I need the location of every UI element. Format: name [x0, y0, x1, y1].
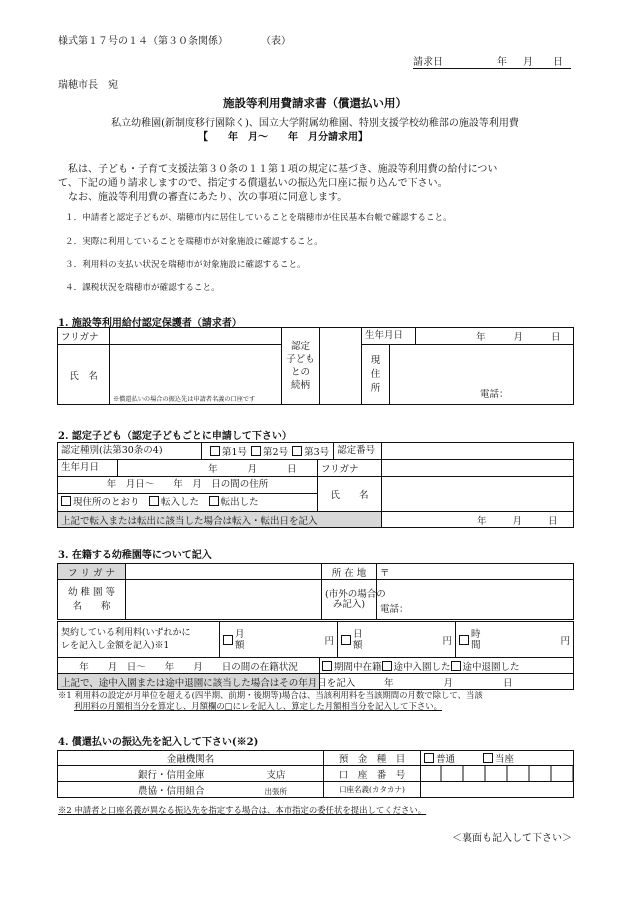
account-number-field[interactable] — [421, 766, 574, 782]
child-table: 認定種別(法第30条の4) 第1号 第2号 第3号 認定番号 生年月日 年 月 日 フリガナ 年 月日～ 年 月 日の間の住所 現住所のとおり 転入した 転出した 氏 名 上記で転入または転出に該当した場合は転入・転出日を記入 年 月 日 — [57, 442, 574, 528]
consent-item: １．申請者と認定子どもが、瑞穂市内に居住していることを瑞穂市が住民基本台帳で確認すること。 — [65, 213, 452, 223]
section-2-title: 2. 認定子ども（認定子どもごとに申請して下さい） — [58, 431, 292, 442]
daily-fee[interactable]: 日 額 円 — [338, 622, 456, 658]
school-table: フ リ ガ ナ 所 在 地 〒 幼 稚 園 等 名 称 (市外の場合の み記入) 電話： — [57, 563, 574, 620]
furigana-label: フリガナ — [58, 328, 110, 345]
section-3-title: 3. 在籍する幼稚園等について記入 — [58, 550, 212, 561]
form-number: 様式第１７号の１４（第３０条関係） （表） — [58, 36, 291, 47]
consent-item: ３．利用料の支払い状況を瑞穂市が対象施設に確認すること。 — [65, 260, 306, 270]
furigana-field[interactable] — [110, 328, 282, 345]
relation-label: 認定 子ども との 続柄 — [282, 328, 320, 405]
relation-field[interactable] — [320, 328, 362, 405]
location-field[interactable]: 〒 — [377, 564, 574, 580]
name-field[interactable]: ※償還払いの場合の振込先は申請者名義の口座です — [110, 345, 282, 405]
subtitle: 私立幼稚園(新制度移行園除く)、国立大学附属幼稚園、特別支援学校幼稚部の施設等利用費 — [111, 118, 519, 129]
request-date[interactable]: 請求日 年 月 日 — [413, 53, 571, 69]
enroll-table: 年 月 日～ 年 月 日の間の在籍状況 期間中在籍 途中入園した 途中退園した 上記で、途中入園または途中退園に該当した場合はその年月日を記入 年 月 日 — [57, 657, 574, 690]
name-label: 氏 名 — [58, 345, 110, 405]
hourly-fee[interactable]: 時 間 円 — [456, 622, 574, 658]
school-furigana-field[interactable] — [126, 564, 322, 580]
move-note: 上記で転入または転出に該当した場合は転入・転出日を記入 — [58, 512, 382, 528]
consent-item: ２．実際に利用していることを瑞穂市が対象施設に確認すること。 — [65, 237, 323, 247]
account-name-field[interactable] — [421, 782, 574, 798]
guardian-table: フリガナ 認定 子ども との 続柄 生年月日 年 月 日 氏 名 ※償還払いの場合の振込先は申請者名義の口座です 現 住 所 電話： — [57, 327, 574, 405]
address-label: 現 住 所 — [362, 345, 390, 405]
child-name-field[interactable] — [382, 477, 574, 512]
fee-table: 契約している利用料(いずれかに レを記入し金額を記入)※1 月 額 円 日 額 円 時 間 円 — [57, 621, 574, 658]
back-note: ＜裏面も記入して下さい＞ — [452, 833, 572, 844]
birth-label: 生年月日 — [362, 328, 416, 344]
note-2: ※2 申請者と口座名義が異なる振込先を指定する場合は、本市指定の委任状を提出してください。 — [58, 805, 427, 815]
intro-text: 私は、子ども・子育て支援法第３０条の１１第１項の規定に基づき、施設等利用費の給付につい て、下記の通り請求しますので、指定する償還払いの振込先口座に振り込んで下さい。 なお、施設等利用費の審査にあたり、次の事項に同意します。 — [58, 164, 498, 203]
section-4-title: 4. 償還払いの振込先を記入して下さい(※2) — [58, 737, 259, 748]
school-name-field[interactable] — [126, 580, 322, 620]
child-furigana-field[interactable] — [382, 460, 574, 477]
checkbox[interactable] — [292, 446, 302, 456]
address-field[interactable]: 電話： — [390, 345, 574, 405]
bank-table: 金融機関名 預 金 種 目 普通 当座 銀行・信用金庫 支店 口 座 番 号 農協・信用組合 出張所 口座名義(カタカナ) — [57, 750, 574, 798]
page-title: 施設等利用費請求書（償還払い用） — [223, 96, 407, 110]
addressee: 瑞穂市長 宛 — [58, 80, 118, 91]
checkbox[interactable] — [251, 446, 261, 456]
checkbox[interactable] — [210, 446, 220, 456]
consent-item: ４．課税状況を瑞穂市が確認すること。 — [65, 283, 220, 293]
note-1: ※1 利用料の設定が月単位を超える(四半期、前期・後期等)場合は、当該利用料を当該期間の月数で除して、当該 利用料の月額相当分を算定し、月額欄の□にレを記入し、算定した月額相当分を記入して下さい。 — [58, 690, 483, 711]
section-1-title: 1. 施設等利用給付認定保護者（請求者） — [58, 318, 242, 329]
cert-no-field[interactable] — [382, 443, 574, 460]
period-line: 【 年 月～ 年 月分請求用】 — [198, 132, 368, 143]
monthly-fee[interactable]: 月 額 円 — [220, 622, 338, 658]
